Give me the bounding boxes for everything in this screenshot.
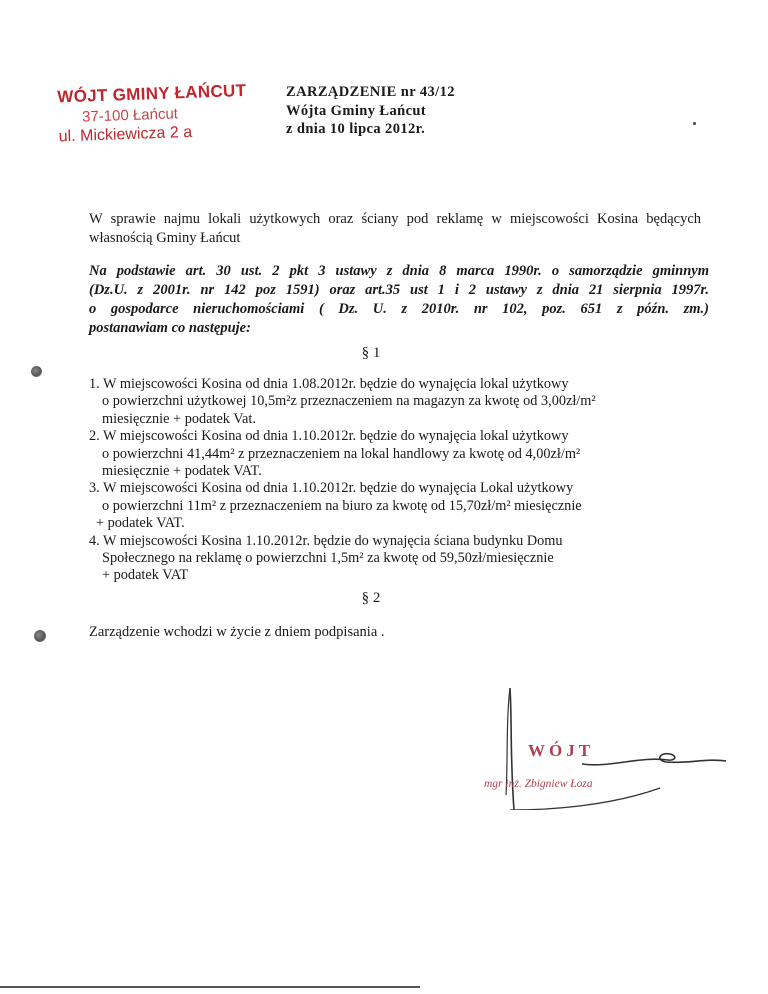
scan-edge-line	[0, 986, 420, 988]
punch-hole	[34, 630, 46, 642]
subject-paragraph: W sprawie najmu lokali użytkowych oraz ściany pod reklamę w miejscowości Kosina będących własnością Gminy Łańcut	[89, 211, 701, 246]
stamp-line-2: 37-100 Łańcut	[81, 105, 179, 126]
signature-title: WÓJT	[528, 741, 595, 760]
document-date: z dnia 10 lipca 2012r.	[286, 121, 426, 137]
legal-basis-line-3: o gospodarce nieruchomościami ( Dz. U. z 2010r. nr 102, poz. 651 z późn. zm.)	[89, 301, 709, 317]
legal-basis-line-2: (Dz.U. z 2001r. nr 142 poz 1591) oraz art.35 ust 1 i 2 ustawy z dnia 21 sierpnia 1997r.	[89, 282, 709, 298]
section-1-heading: § 1	[361, 345, 381, 361]
rental-items-list	[89, 376, 689, 585]
legal-basis	[89, 262, 709, 338]
list-item: 2. W miejscowości Kosina od dnia 1.10.2012r. będzie do wynajęcia lokal użytkowy o powierzchni 41,44m² z przeznaczeniem na lokal handlowy za kwotę od 4,00zł/m² miesięcznie + podatek VAT.	[89, 428, 581, 480]
list-item: 4. W miejscowości Kosina 1.10.2012r. będzie do wynajęcia ściana budynku Domu Społecznego na reklamę o powierzchni 1,5m² za kwotę od 59,50zł/miesięcznie + podatek VAT	[89, 532, 563, 584]
signature-stamp	[470, 660, 730, 810]
section-2-heading: § 2	[361, 590, 381, 606]
punch-hole	[31, 366, 42, 377]
legal-basis-line-1: Na podstawie art. 30 ust. 2 pkt 3 ustawy z dnia 8 marca 1990r. o samorządzie gminnym	[89, 263, 709, 279]
stamp-line-1: WÓJT GMINY ŁAŃCUT	[57, 80, 247, 107]
signature-name: mgr inż. Zbigniew Łoza	[484, 778, 593, 790]
stamp-line-3: ul. Mickiewicza 2 a	[58, 123, 193, 146]
document-issuer: Wójta Gminy Łańcut	[286, 102, 427, 119]
office-stamp	[57, 81, 259, 147]
speck	[693, 122, 696, 125]
list-item: 1. W miejscowości Kosina od dnia 1.08.2012r. będzie do wynajęcia lokal użytkowy o powierzchni użytkowej 10,5m²z przeznaczeniem na magazyn za kwotę od 3,00zł/m² miesięcznie + podatek Vat.	[89, 376, 596, 427]
list-item: 3. W miejscowości Kosina od dnia 1.10.2012r. będzie do wynajęcia Lokal użytkowy o powierzchni 11m² z przeznaczeniem na biuro za kwotę od 15,70zł/m² miesięcznie + podatek VAT.	[89, 480, 582, 532]
document-header	[286, 83, 455, 139]
legal-basis-line-4: postanawiam co następuje:	[89, 320, 251, 336]
closing-statement: Zarządzenie wchodzi w życie z dniem podpisania .	[89, 624, 385, 640]
document-title: ZARZĄDZENIE nr 43/12	[286, 84, 455, 100]
